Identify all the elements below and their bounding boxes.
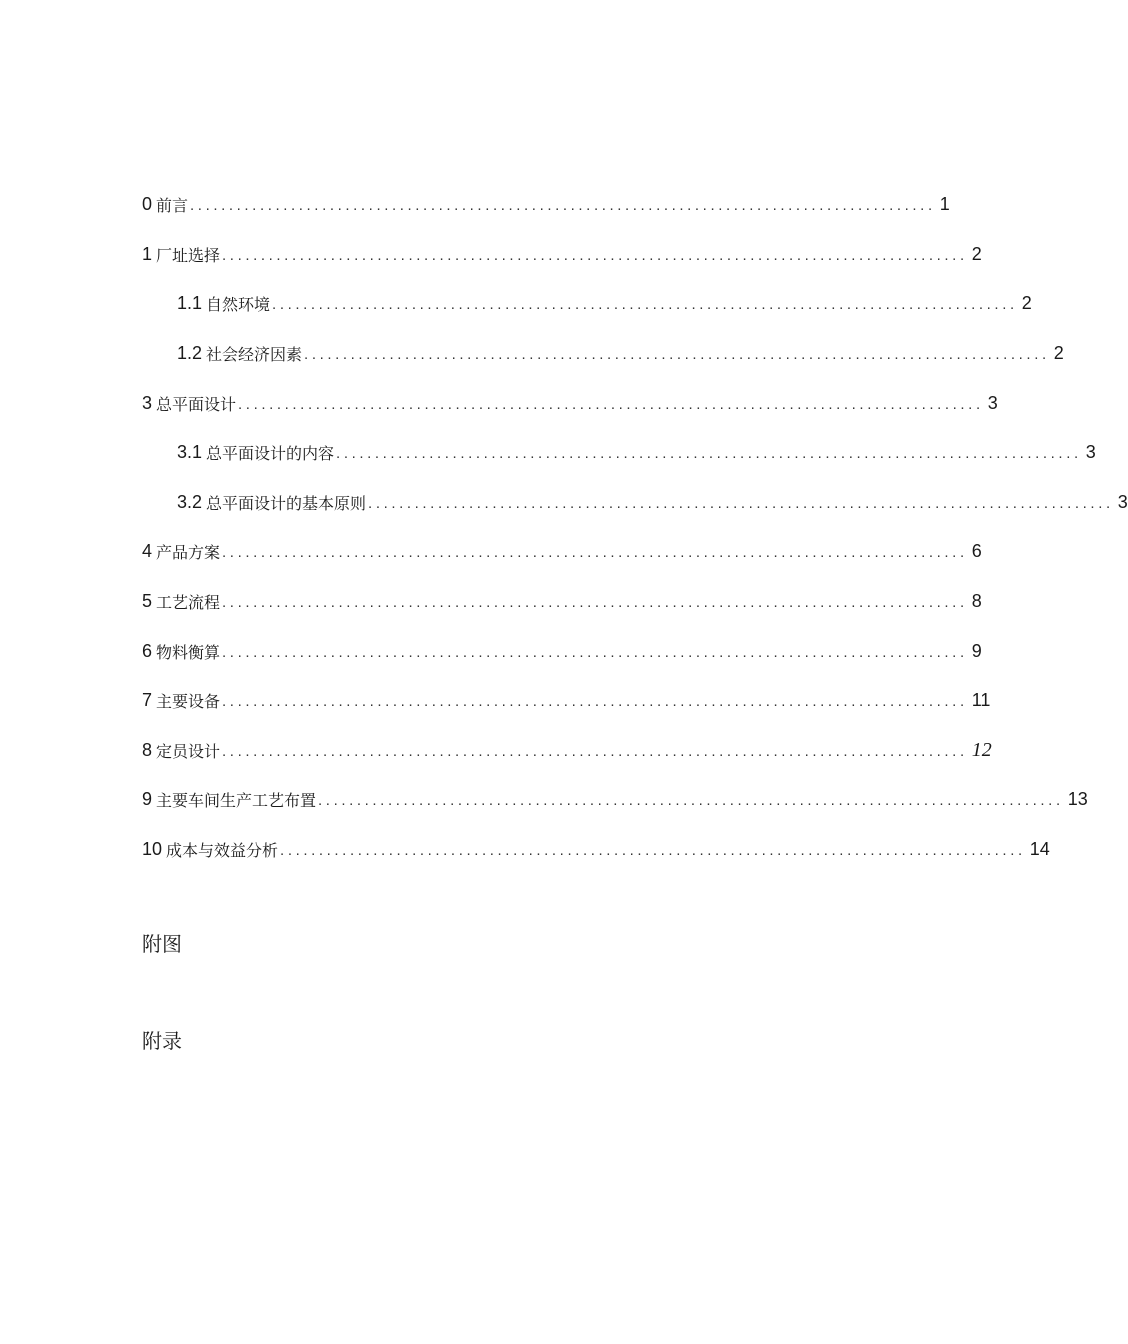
toc-entry-page: 2 bbox=[971, 243, 982, 264]
toc-entry-number: 1.2 bbox=[177, 343, 203, 364]
toc-entry-number: 7 bbox=[142, 690, 153, 711]
toc-entry-number: 8 bbox=[142, 739, 153, 760]
toc-entry-page: 8 bbox=[971, 591, 982, 612]
toc-entry-page: 14 bbox=[1029, 839, 1050, 860]
toc-entry-layout-principles[interactable] bbox=[142, 478, 1128, 528]
toc-entry-number: 6 bbox=[142, 640, 153, 661]
toc-dot-leader: ................................................................................................ bbox=[272, 296, 1018, 314]
appendix-records-heading[interactable]: 附录 bbox=[142, 1029, 182, 1053]
toc-dot-leader: ................................................................................................ bbox=[222, 742, 968, 760]
toc-entry-title: 总平面设计的基本原则 bbox=[206, 493, 367, 513]
toc-entry-preface[interactable] bbox=[142, 180, 950, 230]
toc-dot-leader: ................................................................................................ bbox=[318, 792, 1064, 810]
toc-entry-number: 0 bbox=[142, 194, 153, 215]
toc-entry-socioeconomic-factors[interactable] bbox=[142, 329, 1064, 379]
toc-dot-leader: ................................................................................................ bbox=[222, 246, 968, 264]
toc-entry-number: 5 bbox=[142, 591, 153, 612]
toc-entry-number: 1 bbox=[142, 243, 153, 264]
toc-entry-title: 主要设备 bbox=[156, 692, 221, 712]
toc-entry-title: 厂址选择 bbox=[156, 245, 221, 265]
toc-entry-title: 主要车间生产工艺布置 bbox=[156, 791, 317, 811]
toc-entry-number: 1.1 bbox=[177, 293, 203, 314]
toc-dot-leader: ................................................................................................ bbox=[280, 842, 1026, 860]
toc-entry-page: 6 bbox=[971, 541, 982, 562]
toc-entry-number: 4 bbox=[142, 541, 153, 562]
toc-entry-title: 成本与效益分析 bbox=[166, 841, 279, 861]
toc-entry-process-flow[interactable] bbox=[142, 577, 982, 627]
toc-entry-page: 3 bbox=[987, 392, 998, 413]
toc-dot-leader: ................................................................................................ bbox=[222, 594, 968, 612]
toc-dot-leader: ................................................................................................ bbox=[304, 346, 1050, 364]
toc-entry-general-layout[interactable] bbox=[142, 378, 998, 428]
toc-dot-leader: ................................................................................................ bbox=[336, 445, 1082, 463]
toc-entry-number: 3 bbox=[142, 392, 153, 413]
toc-entry-title: 定员设计 bbox=[156, 741, 221, 761]
toc-dot-leader: ................................................................................................ bbox=[238, 395, 984, 413]
toc-dot-leader: ................................................................................................ bbox=[222, 693, 968, 711]
toc-entry-page: 2 bbox=[1053, 343, 1064, 364]
toc-entry-title: 自然环境 bbox=[206, 295, 271, 315]
toc-dot-leader: ................................................................................................ bbox=[368, 494, 1114, 512]
toc-entry-natural-environment[interactable] bbox=[142, 279, 1032, 329]
toc-entry-number: 10 bbox=[142, 839, 163, 860]
toc-entry-staffing-design[interactable] bbox=[142, 726, 992, 776]
toc-entry-product-plan[interactable] bbox=[142, 527, 982, 577]
toc-dot-leader: ................................................................................................ bbox=[222, 544, 968, 562]
toc-entry-page: 13 bbox=[1067, 789, 1088, 810]
toc-entry-cost-benefit[interactable] bbox=[142, 825, 1050, 875]
toc-entry-page: 12 bbox=[971, 738, 992, 761]
toc-entry-title: 工艺流程 bbox=[156, 593, 221, 613]
toc-entry-material-balance[interactable] bbox=[142, 626, 982, 676]
toc-entry-site-selection[interactable] bbox=[142, 230, 982, 280]
toc-dot-leader: ................................................................................................ bbox=[222, 643, 968, 661]
toc-entry-title: 社会经济因素 bbox=[206, 345, 303, 365]
toc-entry-title: 产品方案 bbox=[156, 543, 221, 563]
toc-entry-main-equipment[interactable] bbox=[142, 676, 991, 726]
toc-entry-page: 2 bbox=[1021, 293, 1032, 314]
toc-entry-page: 9 bbox=[971, 640, 982, 661]
toc-entry-number: 3.1 bbox=[177, 442, 203, 463]
table-of-contents bbox=[142, 180, 1128, 874]
toc-entry-page: 3 bbox=[1117, 491, 1128, 512]
appendix-figures-heading[interactable]: 附图 bbox=[142, 932, 182, 956]
toc-entry-title: 总平面设计 bbox=[156, 394, 237, 414]
toc-entry-layout-content[interactable] bbox=[142, 428, 1096, 478]
toc-entry-title: 物料衡算 bbox=[156, 642, 221, 662]
toc-entry-page: 3 bbox=[1085, 442, 1096, 463]
toc-entry-number: 9 bbox=[142, 789, 153, 810]
toc-entry-page: 11 bbox=[971, 690, 991, 711]
toc-entry-page: 1 bbox=[939, 194, 950, 215]
toc-entry-title: 总平面设计的内容 bbox=[206, 444, 335, 464]
toc-entry-title: 前言 bbox=[156, 196, 189, 216]
toc-entry-workshop-layout[interactable] bbox=[142, 775, 1088, 825]
toc-dot-leader: ................................................................................................ bbox=[190, 197, 936, 215]
toc-entry-number: 3.2 bbox=[177, 491, 203, 512]
